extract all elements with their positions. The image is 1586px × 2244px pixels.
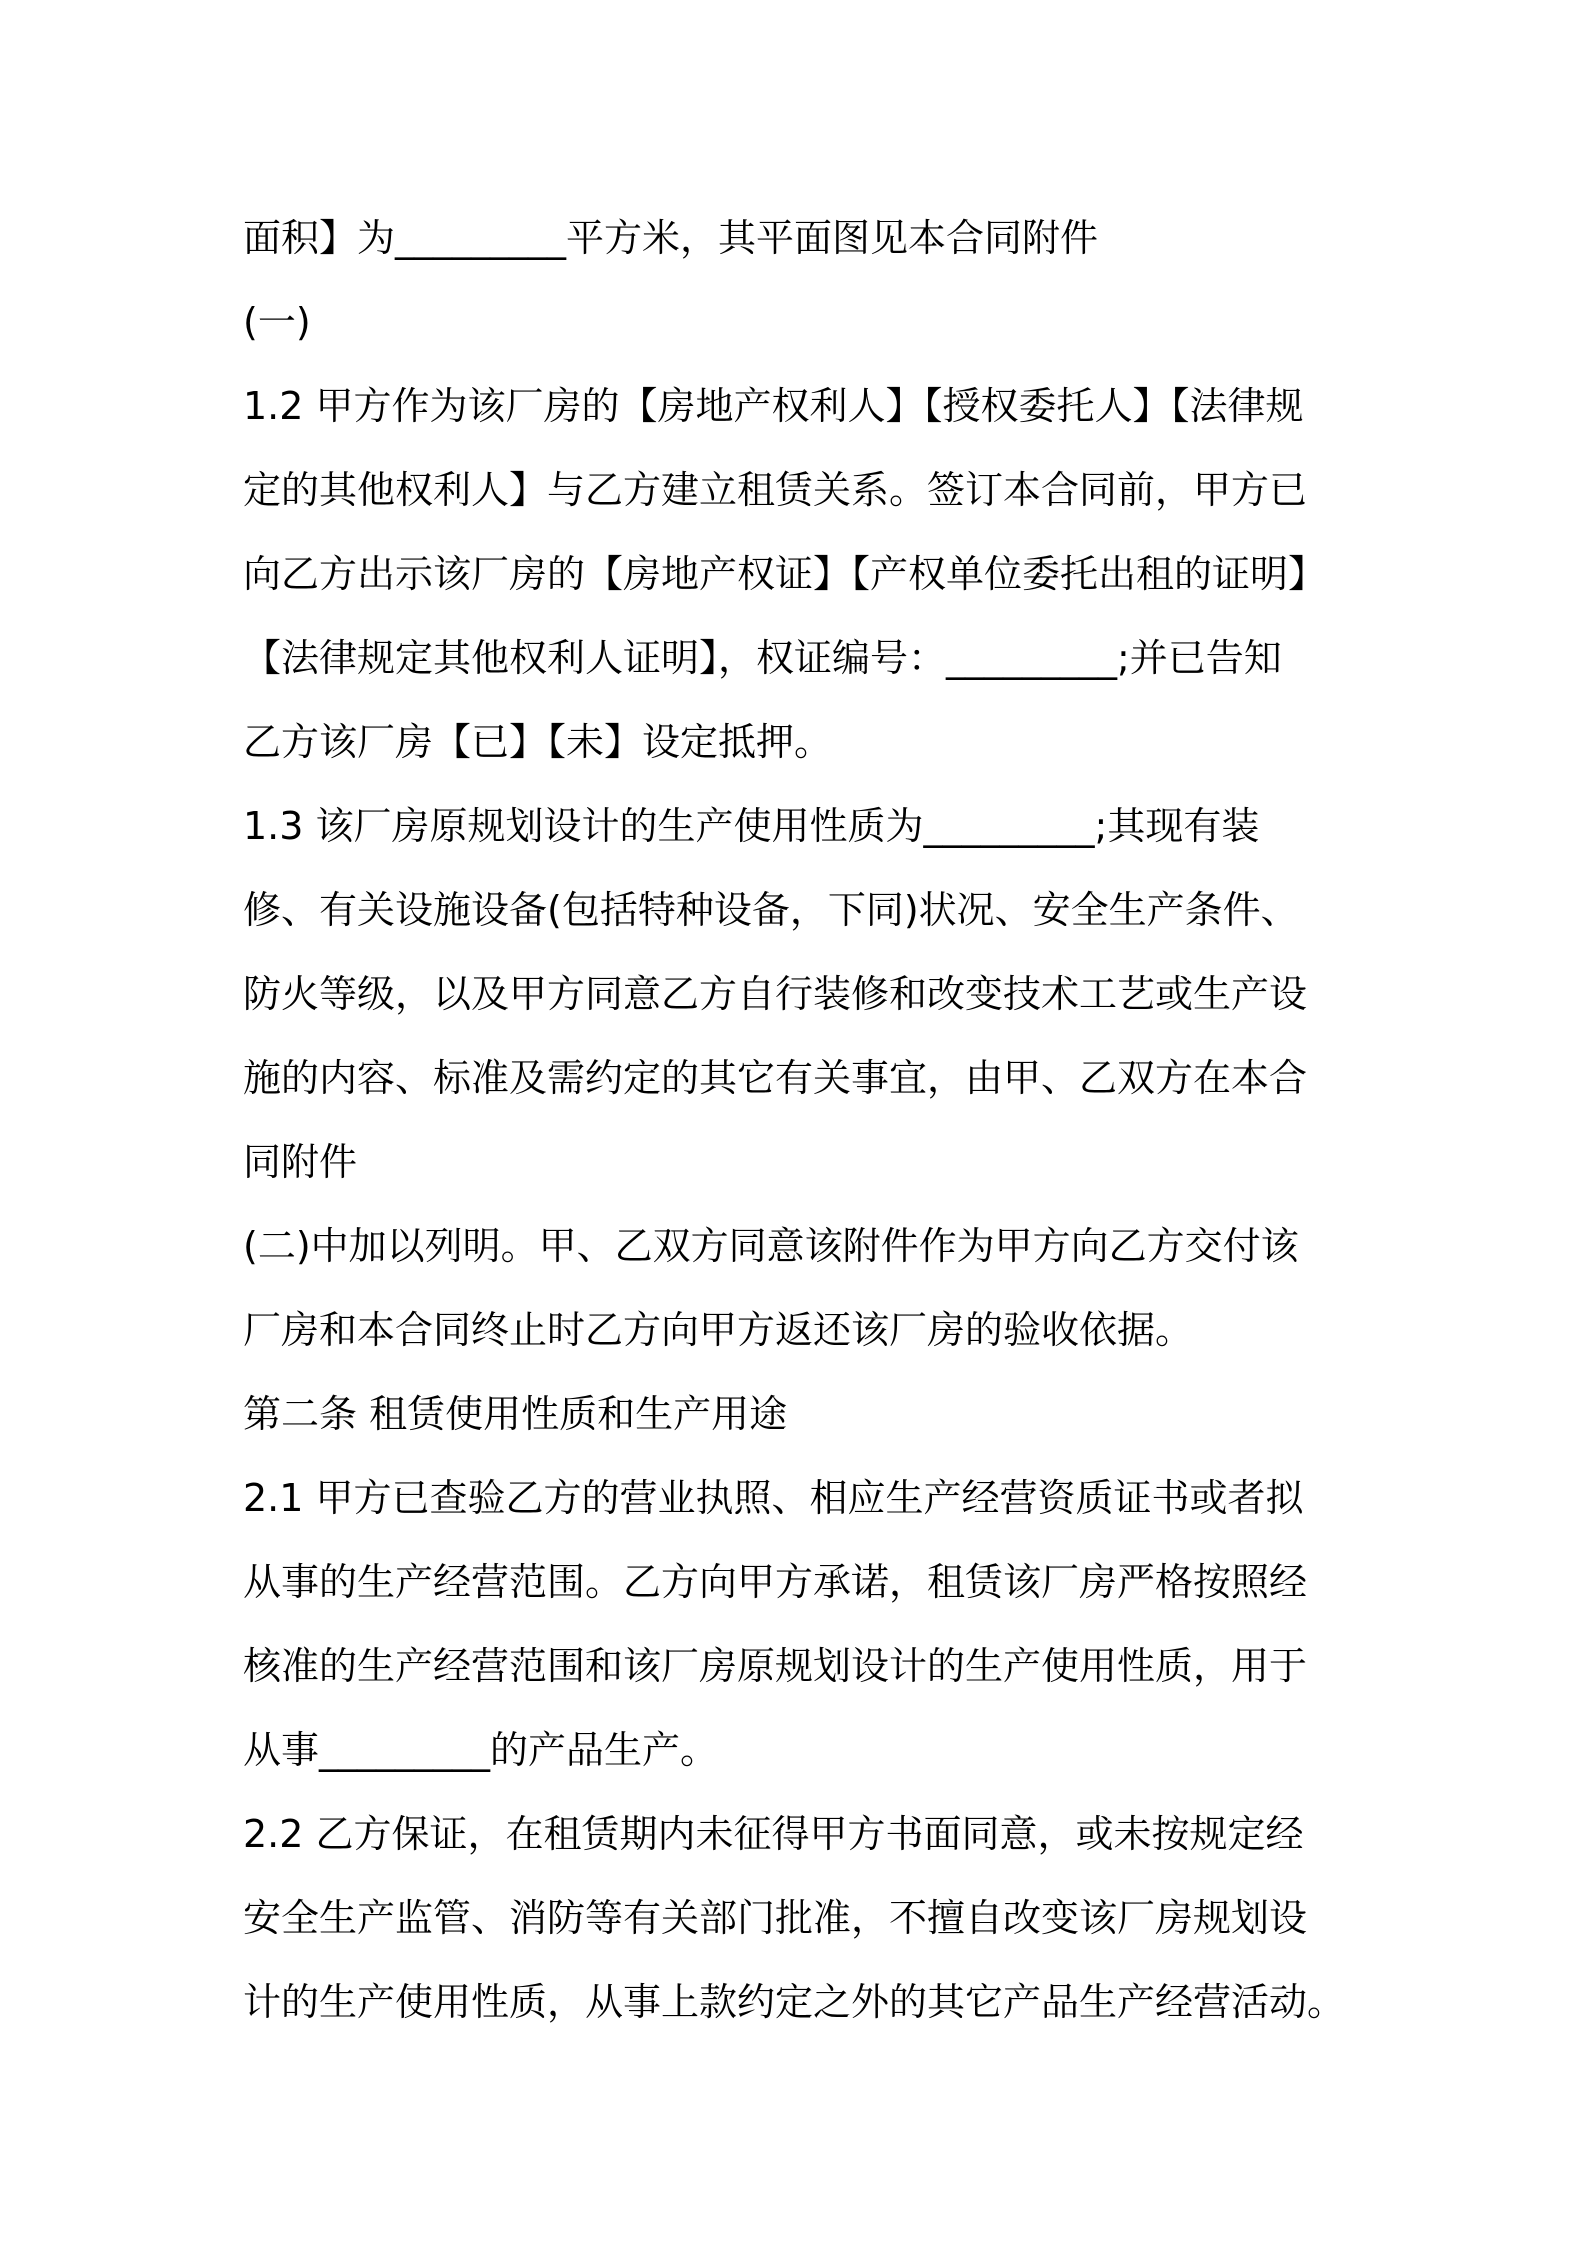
text-line: 向乙方出示该厂房的【房地产权证】【产权单位委托出租的证明】 [243,552,1327,596]
text-line: 定的其他权利人】与乙方建立租赁关系。签订本合同前，甲方已 [243,468,1308,512]
text-line: 同附件 [243,1140,358,1184]
text-line: 施的内容、标准及需约定的其它有关事宜，由甲、乙双方在本合 [243,1056,1308,1100]
text-line: 面积】为_________平方米，其平面图见本合同附件 [243,216,1099,260]
text-line: 【法律规定其他权利人证明】，权证编号：_________;并已告知 [243,636,1282,680]
text-line: 计的生产使用性质，从事上款约定之外的其它产品生产经营活动。 [243,1980,1346,2024]
text-line: 乙方该厂房【已】【未】设定抵押。 [243,720,833,764]
text-line: 2.2 乙方保证，在租赁期内未征得甲方书面同意，或未按规定经 [243,1812,1304,1856]
text-line: 防火等级，以及甲方同意乙方自行装修和改变技术工艺或生产设 [243,972,1308,1016]
document-body [243,196,1403,2044]
text-line: 2.1 甲方已查验乙方的营业执照、相应生产经营资质证书或者拟 [243,1476,1304,1520]
text-line: 安全生产监管、消防等有关部门批准，不擅自改变该厂房规划设 [243,1896,1308,1940]
text-line: 修、有关设施设备(包括特种设备，下同)状况、安全生产条件、 [243,888,1299,932]
text-line: 从事的生产经营范围。乙方向甲方承诺，租赁该厂房严格按照经 [243,1560,1308,1604]
text-line: 1.2 甲方作为该厂房的【房地产权利人】【授权委托人】【法律规 [243,384,1304,428]
text-line: 1.3 该厂房原规划设计的生产使用性质为_________;其现有装 [243,804,1260,848]
text-line: 核准的生产经营范围和该厂房原规划设计的生产使用性质，用于 [243,1644,1308,1688]
text-line: 厂房和本合同终止时乙方向甲方返还该厂房的验收依据。 [243,1308,1194,1352]
text-line: 第二条 租赁使用性质和生产用途 [243,1392,788,1436]
text-line: 从事_________的产品生产。 [243,1728,719,1772]
text-line: (一) [243,300,311,344]
text-line: (二)中加以列明。甲、乙双方同意该附件作为甲方向乙方交付该 [243,1224,1299,1268]
